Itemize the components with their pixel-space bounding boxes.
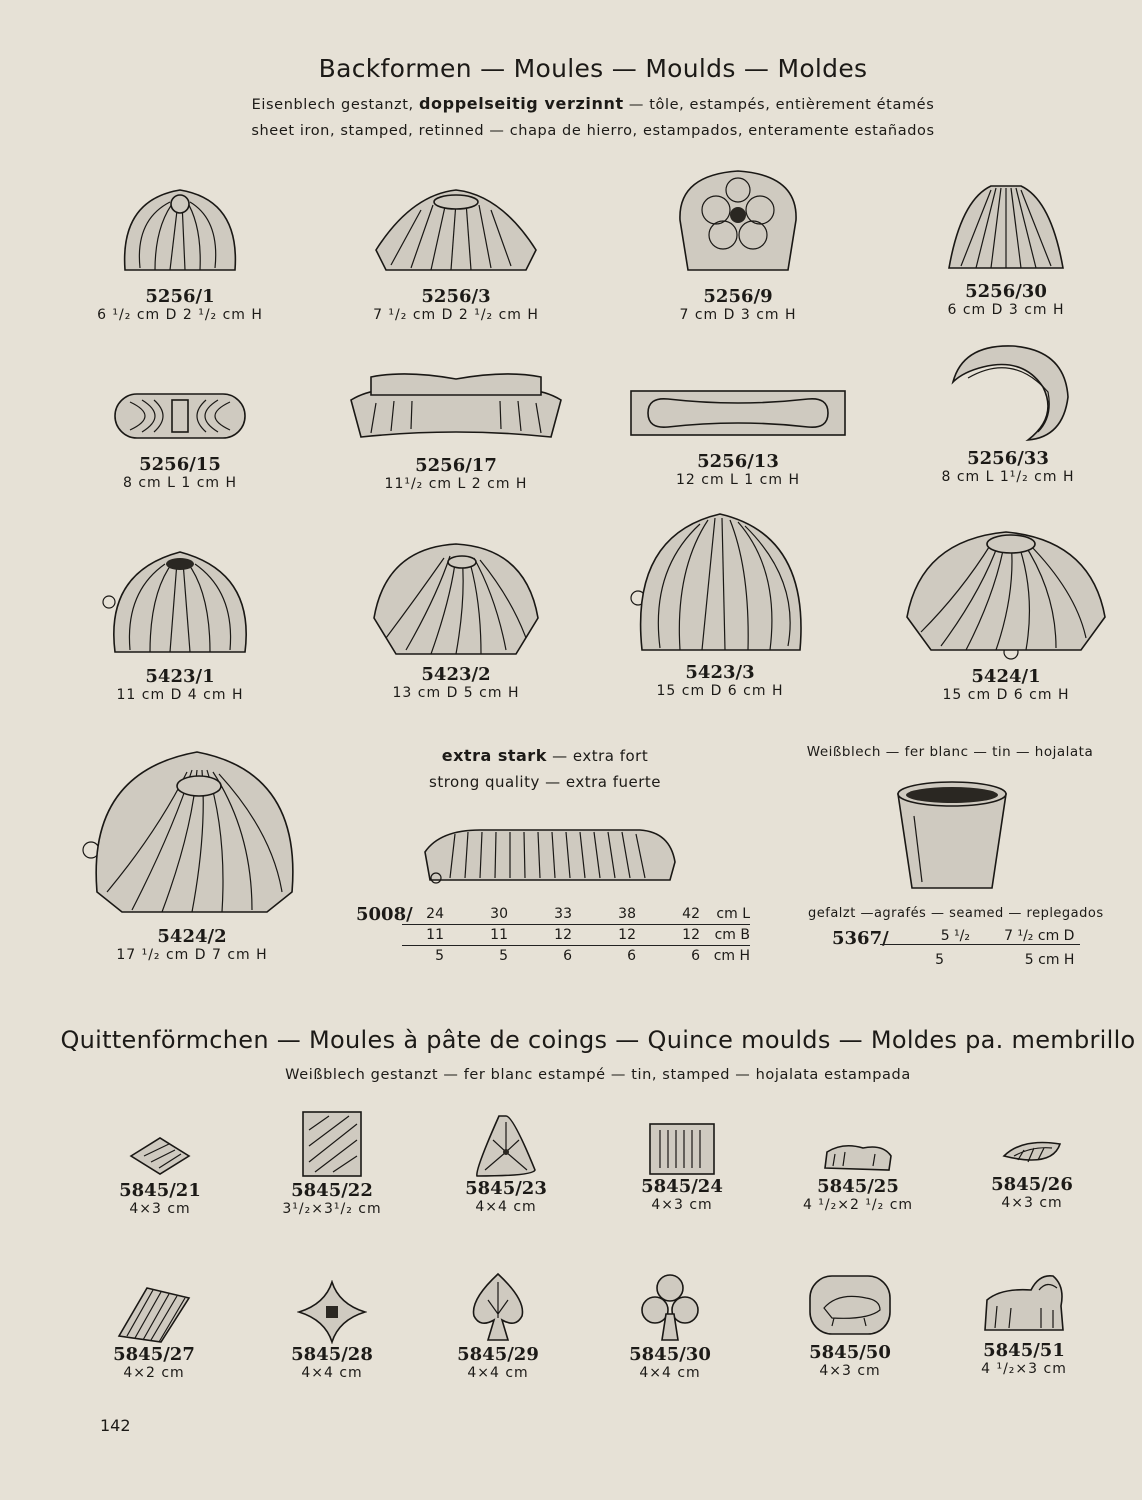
swirl-mould-icon	[366, 538, 546, 660]
mold-item	[336, 180, 576, 323]
quince-dims: 4×3 cm	[1001, 1195, 1063, 1211]
triangle-icon	[473, 1110, 539, 1178]
extra-stark-heading: extra stark — extra fort strong quality — extra fuerte	[400, 746, 690, 791]
tin-cup-height-small: 5	[935, 952, 944, 968]
subtitle-line-2: sheet iron, stamped, retinned — chapa de hierro, estampados, enteramente estañados	[251, 123, 935, 139]
mold-item	[60, 542, 300, 703]
table-cell: 38	[572, 904, 636, 925]
quince-item	[100, 1110, 220, 1217]
mold-item	[886, 522, 1126, 703]
quince-code: 5845/23	[465, 1178, 547, 1199]
quince-dims: 4×4 cm	[475, 1199, 537, 1215]
quince-code: 5845/26	[991, 1174, 1073, 1195]
bow-mould-icon	[110, 388, 250, 444]
twisted-bundt-mould-icon	[77, 742, 307, 922]
table-cell: 6	[563, 948, 572, 964]
title-en: Moulds	[645, 54, 736, 83]
fluted-dome-mould-icon	[110, 180, 250, 280]
mold-item	[600, 500, 840, 699]
table-unit: cm H	[713, 948, 750, 964]
table-cell: 5	[435, 948, 444, 964]
quince-dims: 4×4 cm	[639, 1365, 701, 1381]
quince-item	[446, 1110, 566, 1215]
quince-code: 5845/25	[817, 1176, 899, 1197]
large-dome-mould-icon	[620, 500, 820, 660]
mold-code: 5256/15	[139, 454, 221, 475]
table-cell: 12	[508, 925, 572, 946]
quince-subtitle: Weißblech gestanzt — fer blanc estampé — tin, stamped — hojalata estampada	[285, 1067, 911, 1083]
mold-item	[60, 180, 300, 323]
table-row	[402, 904, 750, 925]
mold-dims: 7 ¹/₂ cm D 2 ¹/₂ cm H	[373, 307, 539, 323]
mold-code: 5424/2	[157, 926, 227, 947]
quince-code: 5845/28	[291, 1344, 373, 1365]
table-cell: 6	[691, 948, 700, 964]
quince-title-es: Moldes pa. membrillo	[870, 1026, 1136, 1054]
mold-dims: 8 cm L 1 cm H	[122, 475, 238, 491]
quince-title: Quittenförmchen — Moules à pâte de coings — Quince moulds — Moldes pa. membrillo	[60, 1026, 1136, 1054]
table-cell: 6	[627, 948, 636, 964]
tin-cup-diameter-small: 5 ¹/₂	[940, 928, 970, 944]
square-striped-icon	[299, 1110, 365, 1180]
extra-stark-table	[402, 904, 750, 966]
quince-item	[272, 1280, 392, 1381]
tin-cup-diameter-large: 7 ¹/₂ cm D	[1004, 928, 1075, 944]
quince-code: 5845/27	[113, 1344, 195, 1365]
twisted-dome-mould-icon	[901, 522, 1111, 662]
table-cell: 11	[402, 925, 444, 946]
tin-cup-row-2	[880, 952, 1080, 968]
fluted-bowl-mould-icon	[371, 180, 541, 280]
table-cell: 42	[636, 904, 700, 925]
extra-stark-code: 5008/	[356, 904, 413, 925]
lion-icon	[981, 1266, 1067, 1340]
quince-dims: 4×4 cm	[301, 1365, 363, 1381]
boat-mould-icon	[346, 365, 566, 445]
quince-item	[790, 1270, 910, 1379]
tin-cup-code: 5367/	[832, 928, 889, 949]
mold-item	[618, 385, 858, 488]
table-cell: 12	[636, 925, 700, 946]
lozenge-icon	[129, 1110, 191, 1180]
quince-dims: 4×3 cm	[651, 1197, 713, 1213]
pig-icon	[808, 1270, 892, 1342]
ribbed-bell-mould-icon	[941, 180, 1071, 275]
mold-item	[618, 165, 858, 323]
mold-item	[336, 365, 576, 492]
mold-dims: 6 ¹/₂ cm D 2 ¹/₂ cm H	[97, 307, 263, 323]
quince-item	[610, 1270, 730, 1381]
page-title: Backformen — Moules — Moulds — Moldes	[318, 54, 868, 83]
quince-dims: 4×3 cm	[129, 1201, 191, 1217]
table-unit: cm B	[700, 925, 750, 946]
title-fr: Moules	[513, 54, 604, 83]
subtitle-es: chapa de hierro, estampados, enteramente estañados	[509, 123, 935, 139]
mold-code: 5256/30	[965, 281, 1047, 302]
mold-code: 5256/1	[145, 286, 215, 307]
table-cell: 5	[499, 948, 508, 964]
subtitle-line-1: Eisenblech gestanzt, doppelseitig verzinnt — tôle, estampés, entièrement étamés	[251, 94, 935, 113]
quince-dims: 4 ¹/₂×3 cm	[981, 1361, 1067, 1377]
quince-code: 5845/51	[983, 1340, 1065, 1361]
mold-dims: 17 ¹/₂ cm D 7 cm H	[116, 947, 268, 963]
mold-item	[888, 342, 1128, 485]
mold-code: 5423/2	[421, 664, 491, 685]
tin-cup-note: gefalzt —agrafés — seamed — replegados	[808, 906, 1104, 921]
table-cell: 30	[444, 904, 508, 925]
animal-icon	[823, 1110, 893, 1176]
mold-code: 5423/1	[145, 666, 215, 687]
mold-code: 5256/13	[697, 451, 779, 472]
table-row	[402, 925, 750, 946]
subtitle-en: sheet iron, stamped, retinned	[251, 123, 485, 139]
page-number: 142	[100, 1416, 131, 1435]
tin-cup-heading: Weißblech — fer blanc — tin — hojalata	[806, 744, 1094, 760]
table-cell: 24	[402, 904, 444, 925]
mold-dims: 15 cm D 6 cm H	[942, 687, 1070, 703]
mold-item	[886, 180, 1126, 318]
title-de: Backformen	[318, 54, 472, 83]
mold-code: 5424/1	[971, 666, 1041, 687]
mold-code: 5256/33	[967, 448, 1049, 469]
extra-stark-bold: extra stark	[441, 746, 547, 765]
subtitle-fr: tôle, estampés, entièrement étamés	[649, 97, 935, 113]
quince-item	[438, 1270, 558, 1381]
subtitle-de-bold: doppelseitig verzinnt	[419, 94, 624, 113]
quince-item	[964, 1266, 1084, 1377]
flower-mould-icon	[668, 165, 808, 280]
mold-dims: 15 cm D 6 cm H	[656, 683, 784, 699]
tin-cup-height-large: 5 cm H	[1024, 952, 1075, 968]
table-cell: 33	[508, 904, 572, 925]
extra-stark-fr: extra fort	[572, 747, 649, 765]
extra-stark-en-es: strong quality — extra fuerte	[429, 773, 661, 791]
quince-dims: 3¹/₂×3¹/₂ cm	[282, 1201, 382, 1217]
leaf-icon	[1002, 1110, 1062, 1174]
mold-dims: 11¹/₂ cm L 2 cm H	[384, 476, 528, 492]
bundt-mould-icon	[95, 542, 265, 660]
quince-title-de: Quittenförmchen	[60, 1026, 269, 1054]
mold-dims: 13 cm D 5 cm H	[392, 685, 520, 701]
mold-dims: 12 cm L 1 cm H	[676, 472, 800, 488]
cup-mould-icon	[892, 776, 1012, 894]
mold-dims: 11 cm D 4 cm H	[116, 687, 244, 703]
quince-code: 5845/50	[809, 1342, 891, 1363]
quince-code: 5845/22	[291, 1180, 373, 1201]
table-cell: 12	[572, 925, 636, 946]
subtitle-de: Eisenblech gestanzt,	[251, 97, 414, 113]
quince-code: 5845/30	[629, 1344, 711, 1365]
table-row	[402, 946, 750, 967]
quince-code: 5845/21	[119, 1180, 201, 1201]
table-cell: 11	[444, 925, 508, 946]
mold-code: 5256/9	[703, 286, 773, 307]
quince-dims: 4×4 cm	[467, 1365, 529, 1381]
quince-code: 5845/29	[457, 1344, 539, 1365]
tin-cup-row-1	[880, 928, 1080, 945]
title-es: Moldes	[777, 54, 868, 83]
mold-item	[336, 538, 576, 701]
finger-mould-icon	[628, 385, 848, 441]
quince-title-fr: Moules à pâte de coings	[309, 1026, 608, 1054]
quince-item	[94, 1280, 214, 1381]
club-icon	[640, 1270, 700, 1344]
quince-item	[798, 1110, 918, 1213]
mold-item	[60, 388, 300, 491]
quince-item	[972, 1110, 1092, 1211]
striped-bar-icon	[117, 1280, 191, 1344]
rehruecken-mould-icon	[420, 822, 680, 890]
quince-item	[272, 1110, 392, 1217]
star-diamond-icon	[297, 1280, 367, 1344]
quince-dims: 4×3 cm	[819, 1363, 881, 1379]
table-unit: cm L	[700, 904, 750, 925]
quince-item	[622, 1110, 742, 1213]
spade-icon	[468, 1270, 528, 1344]
quince-title-en: Quince moulds	[647, 1026, 831, 1054]
mold-item-large	[72, 742, 312, 963]
mold-code: 5256/3	[421, 286, 491, 307]
crescent-mould-icon	[943, 342, 1073, 442]
mold-code: 5423/3	[685, 662, 755, 683]
mold-dims: 8 cm L 1¹/₂ cm H	[941, 469, 1075, 485]
mold-dims: 7 cm D 3 cm H	[679, 307, 797, 323]
mold-code: 5256/17	[415, 455, 497, 476]
quince-dims: 4×2 cm	[123, 1365, 185, 1381]
quince-dims: 4 ¹/₂×2 ¹/₂ cm	[802, 1197, 914, 1213]
rectangle-icon	[648, 1110, 716, 1176]
quince-code: 5845/24	[641, 1176, 723, 1197]
mold-dims: 6 cm D 3 cm H	[947, 302, 1065, 318]
